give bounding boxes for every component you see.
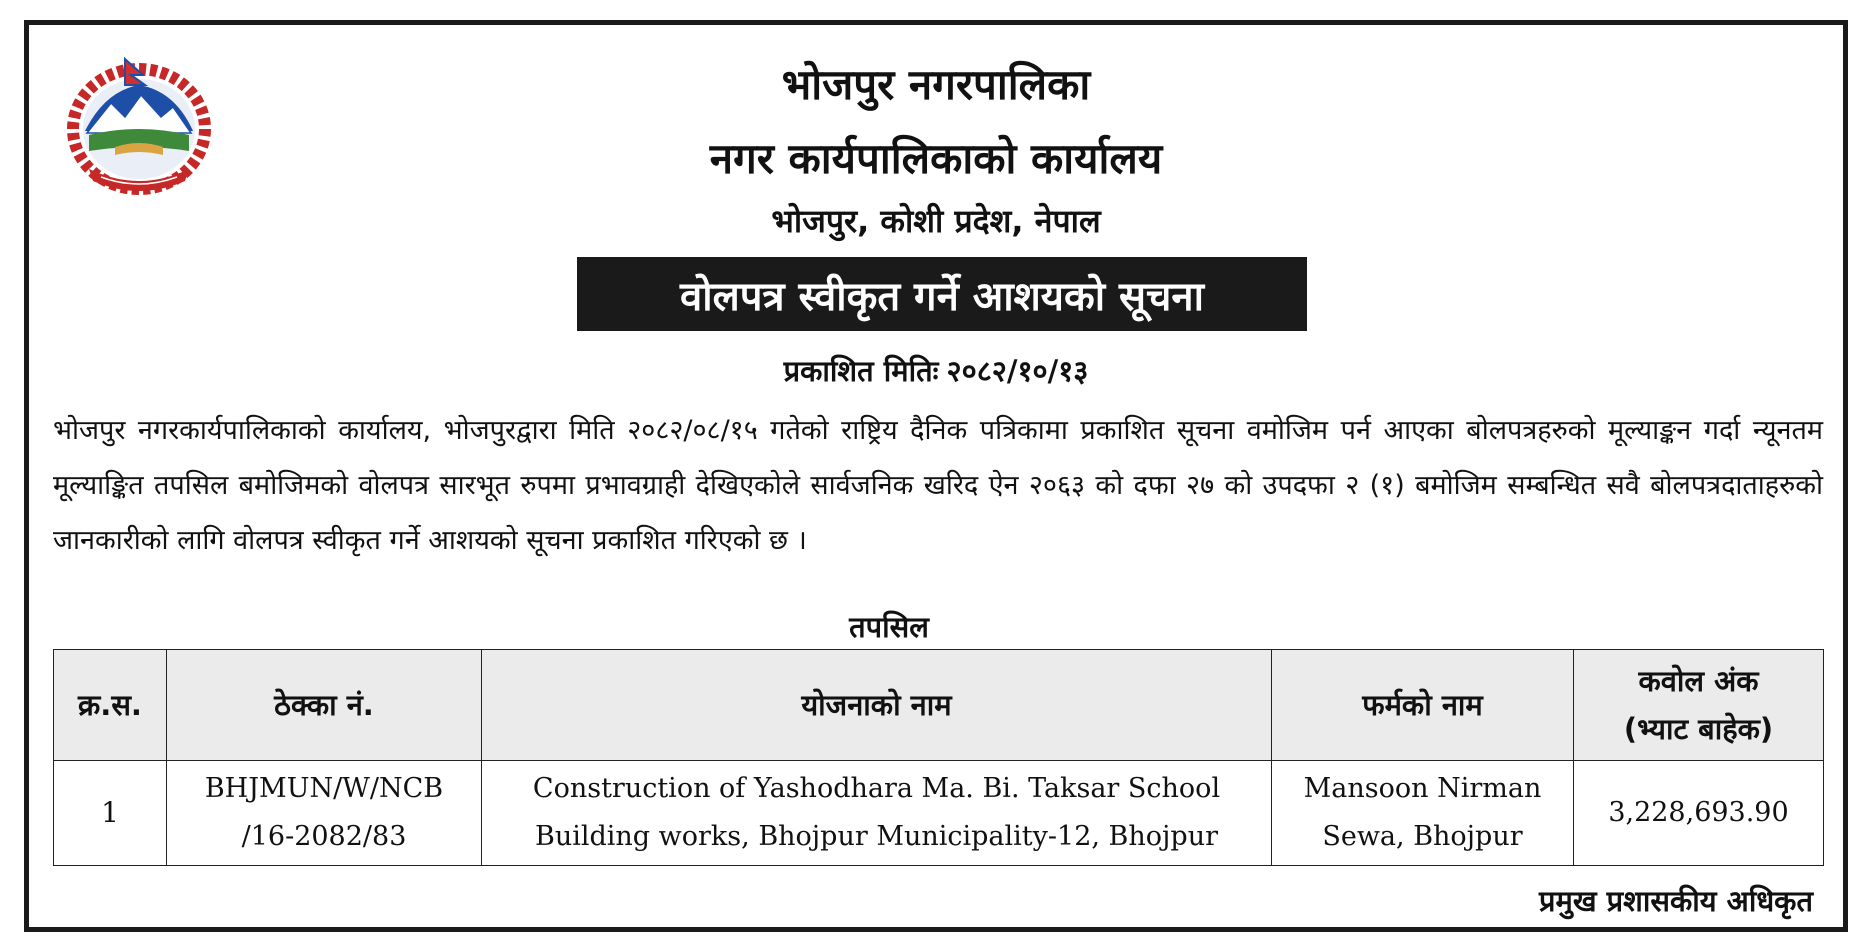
cell-firm-name (1272, 761, 1574, 866)
schedule-heading: तपसिल (849, 610, 929, 644)
table-header-row (54, 650, 1824, 761)
header-bid-amount-line1: कवोल अंक (1638, 664, 1759, 698)
cell-contract-no-line2: /16-2082/83 (241, 821, 407, 852)
notice-title: वोलपत्र स्वीकृत गर्ने आशयको सूचना (680, 273, 1204, 320)
cell-project-name-line2: Building works, Bhojpur Municipality-12, Bhojpur (534, 821, 1218, 852)
signatory-title: प्रमुख प्रशासकीय अधिकृत (1538, 884, 1813, 918)
published-date-label: प्रकाशित मितिः (783, 354, 939, 388)
header-sn: क्र.स. (54, 650, 167, 761)
notice-body: भोजपुर नगरकार्यपालिकाको कार्यालय, भोजपुरद्वारा मिति २०८२/०८/१५ गतेको राष्ट्रिय दैनिक पत्रिकामा प्रकाशित सूचना वमोजिम पर्न आएका बोलपत्रहरुको मूल्याङ्कन गर्दा न्यूनतम मूल्याङ्कित तपसिल बमोजिमको वोलपत्र सारभूत रुपमा प्रभावग्राही देखिएकोले सार्वजनिक खरिद ऐन २०६३ को दफा २७ को उपदफा २ (१) बमोजिम सम्बन्धित सवै बोलपत्रदाताहरुको जानकारीको लागि वोलपत्र स्वीकृत गर्ने आशयको सूचना प्रकाशित गरिएको छ । (53, 415, 1823, 556)
header-bid-amount-line2: (भ्याट बाहेक) (1623, 712, 1774, 746)
cell-contract-no (167, 761, 482, 866)
cell-contract-no-line1: BHJMUN/W/NCB (204, 773, 444, 804)
header-contract-no: ठेक्का नं. (167, 650, 482, 761)
office-address: भोजपुर, कोशी प्रदेश, नेपाल (771, 202, 1101, 240)
table-row (54, 761, 1824, 866)
published-date-line (29, 351, 1843, 390)
cell-sn: 1 (54, 761, 167, 866)
header-bid-amount (1574, 650, 1824, 761)
header-firm-name: फर्मको नाम (1272, 650, 1574, 761)
office-name: नगर कार्यपालिकाको कार्यालय (709, 134, 1163, 183)
header-project-name: योजनाको नाम (482, 650, 1272, 761)
notice-title-banner (577, 257, 1307, 331)
cell-firm-name-line2: Sewa, Bhojpur (1322, 821, 1523, 852)
tender-table (53, 649, 1824, 866)
cell-firm-name-line1: Mansoon Nirman (1303, 773, 1542, 804)
cell-bid-amount: 3,228,693.90 (1574, 761, 1824, 866)
municipality-name: भोजपुर नगरपालिका (781, 60, 1091, 109)
cell-project-name (482, 761, 1272, 866)
published-date-value: २०८२/१०/१३ (946, 354, 1089, 388)
cell-project-name-line1: Construction of Yashodhara Ma. Bi. Taksar School (532, 773, 1221, 804)
notice-frame (24, 20, 1848, 932)
